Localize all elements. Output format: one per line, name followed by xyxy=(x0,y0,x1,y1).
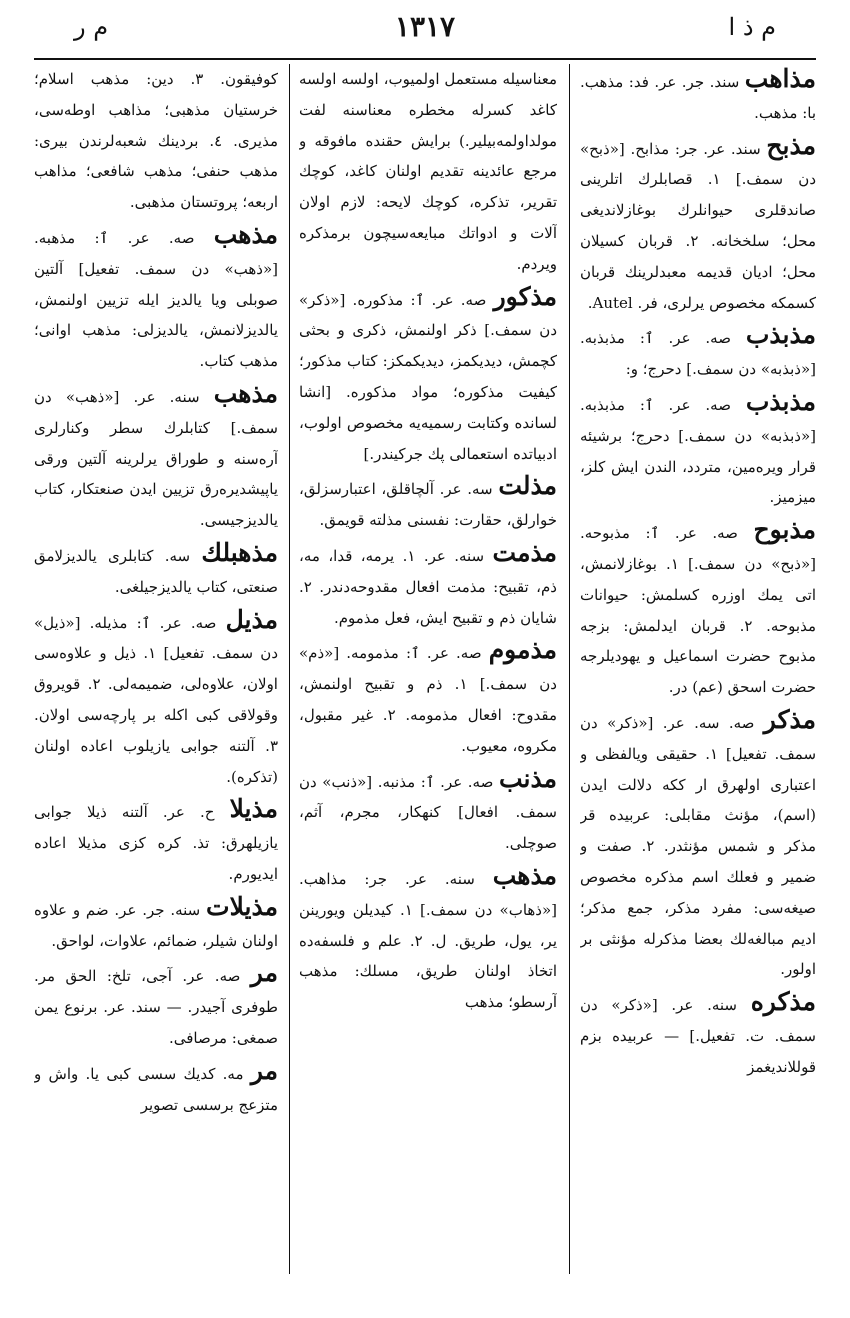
entry-definition: صه. عر. ٱ: مذکوره. [«ذکر» دن سمف.] ذکر اولنمش، ذکری و بحثی کچمش، دیدیکمز، دیدیکمکز: کتاب مذکور؛ کیفیت مذکوره؛ مواد مذکوره. [انشا لسانده وکتابت رسمیه‌یه مخصوص اولوب، ادبیاتده استعمالی پك جرکیندر.] xyxy=(299,290,557,463)
column-divider xyxy=(289,64,290,1274)
header-rule xyxy=(34,58,816,60)
dictionary-entry xyxy=(580,987,816,1082)
dictionary-entry xyxy=(299,764,557,859)
dictionary-entry xyxy=(34,605,278,793)
dictionary-entry xyxy=(299,471,557,536)
dictionary-entry xyxy=(580,705,816,985)
entry-definition: سنه. عر. [«ذهب» دن سمف.] کتابلرك سطر وکنارلری آره‌سنه و طوراق یرلرینه آلتین ورقی یاپیشدیره‌رق تزیین ایدن صنعتکار، کتاب یالدیزجیسی. xyxy=(34,387,278,530)
entry-headword: مذاهب xyxy=(744,64,816,93)
entry-definition: صه. عر. ٱ: مذهبه. [«ذهب» دن سمف. تفعیل] آلتین صوبلی ویا یالدیز ایله تزیین اولنمش، یالدیزلانمش، یالدیزلی: مذهب اوانی؛ مذهب کتاب. xyxy=(34,228,278,371)
column-right xyxy=(580,64,816,1264)
page-number: ١٣١٧ xyxy=(394,10,456,43)
dictionary-entry xyxy=(580,387,816,513)
dictionary-entry xyxy=(299,64,557,280)
entry-definition: ح. عر. آلتنه ذیلا جوابی یازیلهرق: تذ. کره کزی مذیلا اعاده ایدیورم. xyxy=(34,803,278,883)
dictionary-entry xyxy=(580,515,816,703)
entry-definition: صه. عر. ٱ: مذبذبه. [«ذبذبه» دن سمف.] دحرج؛ برشیئه قرار ویره‌مین، متردد، الندن ایش کلز، میزمیز. xyxy=(580,395,816,507)
entry-headword: مذبوح xyxy=(753,515,816,545)
dictionary-entry xyxy=(34,64,278,218)
entry-headword: مذمت xyxy=(492,537,557,567)
entry-definition: سند. جر. عر. فد: مذهب. با: مذهب. xyxy=(580,73,816,122)
column-left xyxy=(34,64,278,1264)
entry-definition: سند. عر. جر: مذابح. [«ذبح» دن سمف.] ١. قصابلرك اتلرینی صاندقلری حیوانلرك بوغازلاندیغی محل؛ سلخخانه. ٢. قربان کسیلان محل؛ ادیان قدیمه معبدلرینك قربان کسمکه مخصوص یرلری، فر. Autel. xyxy=(580,139,816,312)
entry-headword: مذیلا xyxy=(229,794,278,824)
entry-headword: مذهب xyxy=(492,860,557,890)
entry-headword: مذکره xyxy=(750,987,816,1017)
entry-definition: معناسیله مستعمل اولمیوب، اولسه اولسه کاغد کسرله مخطره معناسنه لفت مولداولمه‌بیلیر.) برایش حقنده مافوقه و مرجع عائدینه تقدیم اولنان کاغد، کوچك تقریر، تذکره، کوچك لایحه: لازم اولان آلات و ادواتك مبایعه‌سیچون برمذکره ویردم. xyxy=(299,70,557,273)
dictionary-entry xyxy=(34,379,278,536)
entry-headword: مذبح xyxy=(766,130,816,160)
entry-headword: مذهب xyxy=(213,378,278,408)
entry-definition: سنه. عر. جر: مذاهب. [«ذهاب» دن سمف.] ١. کیدیلن ویورینن یر، یول، طریق. ل. ٢. علم و فلسفه‌ده اتخاذ اولنان طریق، مسلك: مذهب آرسطو؛ مذهب xyxy=(299,869,557,1012)
dictionary-entry xyxy=(34,538,278,603)
dictionary-entry xyxy=(34,794,278,889)
dictionary-entry xyxy=(299,635,557,761)
entry-headword: مذنب xyxy=(498,763,557,793)
entry-definition: صه. عر. ٱ: مذمومه. [«ذم» دن سمف.] ١. ذم و تقبیح اولنمش، مقدوح: افعال مذمومه. ٢. غیر مقبول، مکروه، معیوب. xyxy=(299,644,557,755)
entry-definition: صه. عر. ٱ: مذبذبه. [«ذبذبه» دن سمف.] دحرج؛ و: xyxy=(580,329,816,379)
column-divider xyxy=(569,64,570,1274)
entry-definition: صه. عر. ٱ: مذبوحه. [«ذبح» دن سمف.] ١. بوغازلانمش، اتی یمك اوزره کسلمش: حیوانات مذبوحه. ٢. قربان ایدلمش: بزجه مذبوح حضرت اسماعیل و یهودیلرجه حضرت اسحق (عم) در. xyxy=(580,524,816,697)
entry-headword: مذهب xyxy=(213,219,278,249)
dictionary-entry xyxy=(34,958,278,1053)
entry-definition: سنه. عر. ١. یرمه، قدا، مه، ذم، تقبیح: مذمت افعال مقدوحه‌دندر. ٢. شایان ذم و تقبیح ایش، فعل مذموم. xyxy=(299,546,557,627)
entry-headword: مذموم xyxy=(488,635,557,665)
dictionary-entry xyxy=(34,892,278,957)
dictionary-entry xyxy=(580,320,816,385)
entry-definition: کوفیقون. ٣. دین: مذهب اسلام؛ خرستیان مذهبی؛ مذاهب اوطه‌سی، مذیری. ٤. بردینك شعبه‌لرندن بیری: مذهب حنفی؛ مذهب شافعی؛ مذاهب اربعه؛ پروتستان مذهبی. xyxy=(34,70,278,212)
entry-headword: مذیلات xyxy=(206,891,278,921)
entry-headword: مذبذب xyxy=(745,386,816,416)
header-guide-right: م ذ ا xyxy=(728,13,776,41)
dictionary-entry xyxy=(34,220,278,377)
entry-definition: صه. عر. ٱ: مذنبه. [«ذنب» دن سمف. افعال] کنهکار، مجرم، آثم، صوچلی. xyxy=(299,772,557,853)
entry-headword: مذکور xyxy=(493,281,557,311)
dictionary-entry xyxy=(299,282,557,470)
entry-headword: مر xyxy=(250,1055,278,1085)
dictionary-entry xyxy=(299,861,557,1018)
entry-headword: مذکر xyxy=(763,704,816,734)
header-guide-left: م ر xyxy=(74,13,109,41)
dictionary-entry xyxy=(299,538,557,633)
entry-headword: مذلت xyxy=(498,471,557,501)
entry-headword: مذبذب xyxy=(745,320,816,350)
dictionary-entry xyxy=(34,1056,278,1121)
entry-definition: سنه. عر. [«ذکر» دن سمف. ت. تفعیل.] — عربیده بزم قوللاندیغمز xyxy=(580,996,816,1076)
entry-definition: سه. عر. آلچاقلق، اعتبارسزلق، خوارلق، حقارت: نفسنی مذلته قویمق. xyxy=(299,480,557,530)
entry-headword: مذیل xyxy=(225,604,278,634)
page-header xyxy=(34,8,816,48)
column-middle xyxy=(299,64,557,1264)
dictionary-entry xyxy=(580,131,816,319)
entry-definition: صه. عر. ٱ: مذیله. [«ذیل» دن سمف. تفعیل] ١. ذیل و علاوه‌سی اولان، علاوه‌لی، ضمیمه‌لی. ٢. قویروق وقولاقی کبی اکله بر پارچه‌سی اولان. ٣. آلتنه جوابی یازیلوب اعاده اولنان (تذکره). xyxy=(34,613,278,786)
dictionary-entry xyxy=(580,64,816,129)
entry-definition: صه. سه. عر. [«ذکر» دن سمف. تفعیل] ١. حقیقی ویالفظی و اعتباری اولهرق ار ککه دلالت ایدن (اسم)، مؤنث مقابلی: عربیده قر مذکر و شمس مؤنثدر. ٢. صفت و ضمیر و فعلك اسم مذکره مخصوص صیغه‌سی: مفرد مذکر، جمع مذکر؛ ادیم مبالغه‌لك بعضا مذکرله مؤنثی بر اولور. xyxy=(580,713,816,979)
entry-definition: صه. عر. آجی، تلخ: الحق مر. طوفری آجیدر. — سند. عر. برنوع یمن صمغی: مرصافی. xyxy=(34,967,278,1047)
entry-definition: مه. کدیك سسی کبی یا. واش و متزعج برسسی تصویر xyxy=(34,1064,278,1114)
entry-headword: مذهبلك xyxy=(201,537,278,567)
entry-headword: مر xyxy=(250,958,278,988)
entry-definition: سه. کتابلری یالدیزلامق صنعتی، کتاب یالدیزجیلغی. xyxy=(34,546,278,596)
entry-definition: سنه. جر. عر. ضم و علاوه اولنان شیلر، ضمائم، علاوات، لواحق. xyxy=(34,900,278,950)
